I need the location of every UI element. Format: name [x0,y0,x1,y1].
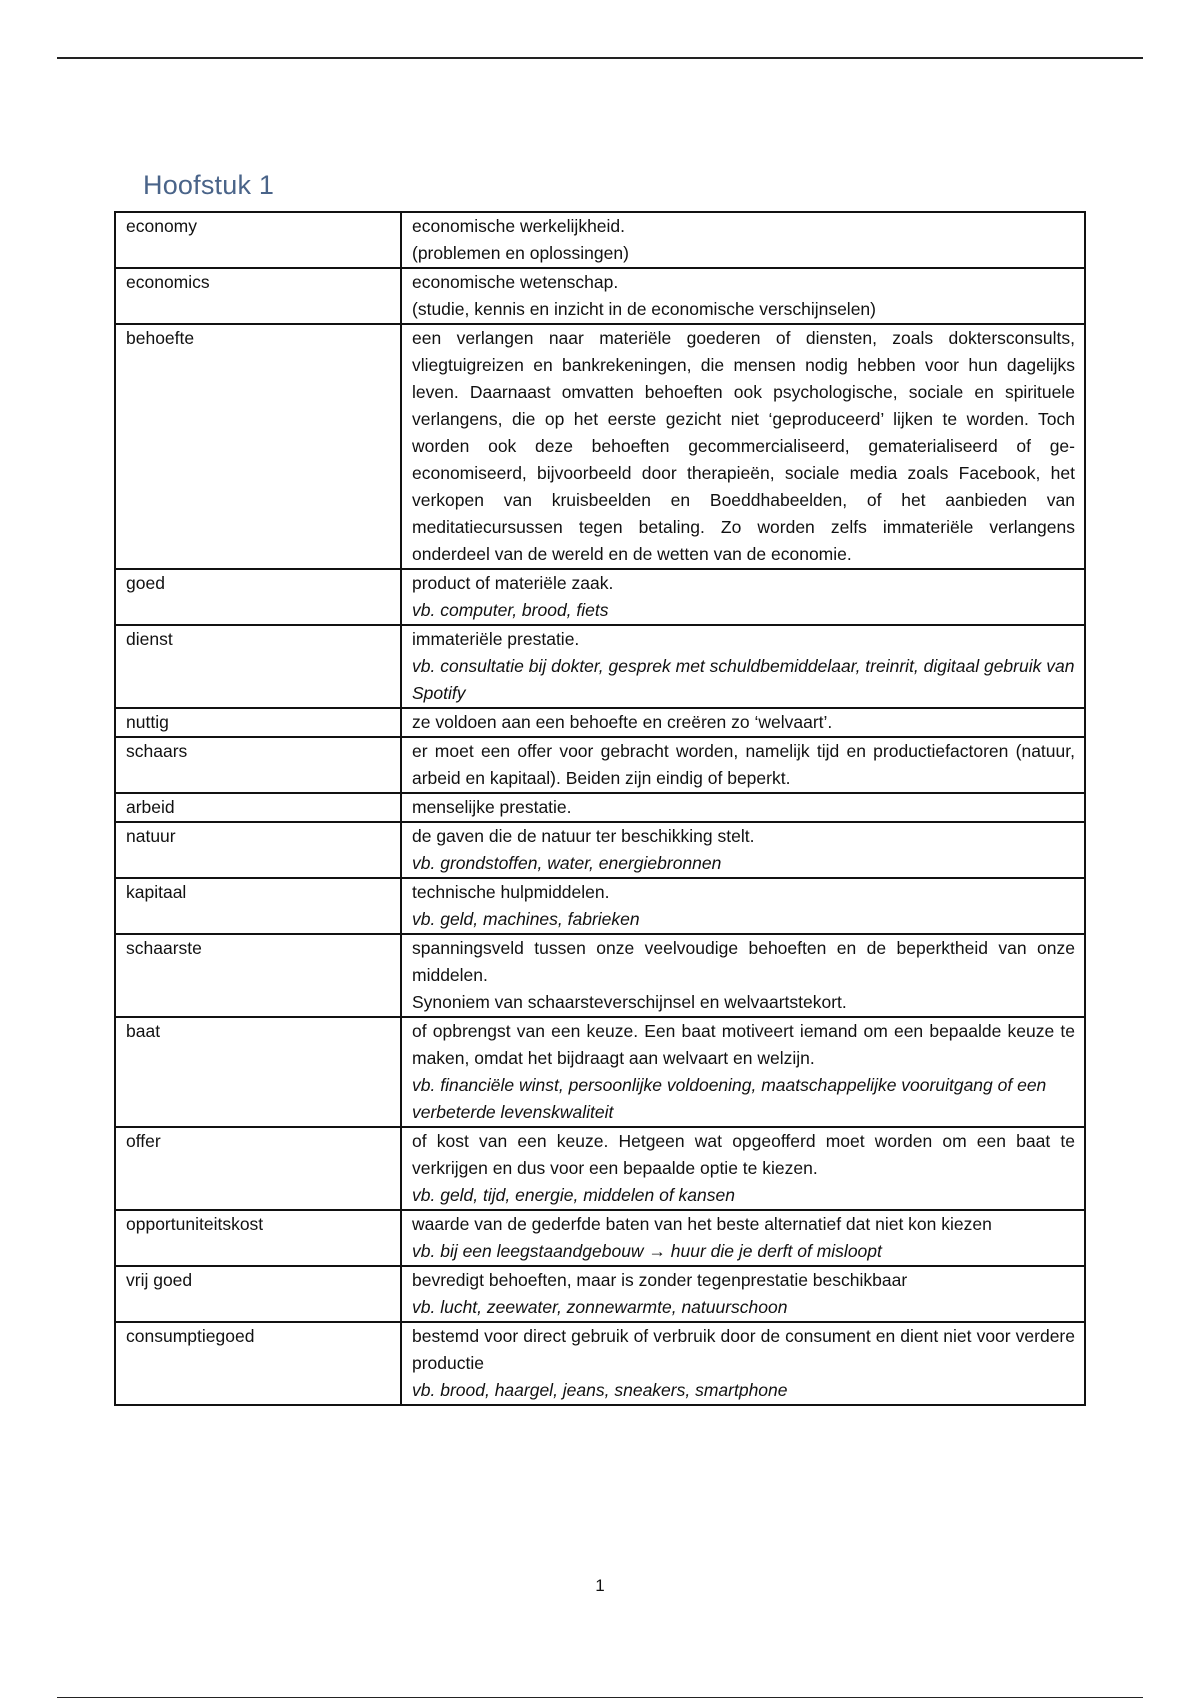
table-row [115,737,1085,793]
table-row [115,1210,1085,1266]
definition-text: menselijke prestatie. [412,797,572,817]
definition-cell [401,708,1085,737]
example-text: vb. consultatie bij dokter, gesprek met schuldbemiddelaar, treinrit, digitaal gebruik van Spotify [412,656,1075,703]
term-cell: offer [115,1127,401,1210]
term-cell: behoefte [115,324,401,569]
definition-cell [401,324,1085,569]
definition-text: technische hulpmiddelen. [412,882,610,902]
definition-cell [401,737,1085,793]
header-rule [57,57,1143,59]
definition-cell [401,878,1085,934]
example-text: vb. financiële winst, persoonlijke voldoening, maatschappelijke vooruitgang of een verbeterde levenskwaliteit [412,1075,1047,1122]
table-row [115,625,1085,708]
definition-cell [401,569,1085,625]
table-row [115,822,1085,878]
definition-text: een verlangen naar materiële goederen of diensten, zoals doktersconsults, vliegtuigreizen en bankrekeningen, die mensen nodig hebben voor hun dagelijks leven. Daarnaast omvatten behoeften ook psychologische, sociale en spirituele verlangens, die op het eerste gezicht niet ‘geproduceerd’ lijken te worden. Toch worden ook deze behoeften gecommercialiseerd, gematerialiseerd of ge-economiseerd, bijvoorbeeld door therapieën, sociale media zoals Facebook, het verkopen van kruisbeelden en Boeddhabeelden, of het aanbieden van meditatiecursussen tegen betaling. Zo worden zelfs immateriële verlangens onderdeel van de wereld en de wetten van de economie. [412,328,1075,564]
definition-text: economische werkelijkheid. [412,216,626,236]
definition-cell [401,934,1085,1017]
example-text: vb. grondstoffen, water, energiebronnen [412,853,722,873]
definition-cell [401,1210,1085,1266]
term-cell: economics [115,268,401,324]
example-text: vb. lucht, zeewater, zonnewarmte, natuurschoon [412,1297,788,1317]
table-row [115,1322,1085,1405]
example-text: vb. geld, machines, fabrieken [412,909,640,929]
table-row [115,268,1085,324]
example-text: vb. brood, haargel, jeans, sneakers, smartphone [412,1380,788,1400]
page-number: 1 [595,1576,605,1595]
table-row [115,1266,1085,1322]
definition-text: product of materiële zaak. [412,573,614,593]
table-row [115,708,1085,737]
definition-text: bevredigt behoeften, maar is zonder tegenprestatie beschikbaar [412,1270,908,1290]
term-cell: arbeid [115,793,401,822]
table-row [115,212,1085,268]
definition-cell [401,268,1085,324]
term-cell: consumptiegoed [115,1322,401,1405]
term-cell: natuur [115,822,401,878]
definition-text: of kost van een keuze. Hetgeen wat opgeofferd moet worden om een baat te verkrijgen en dus voor een bepaalde optie te kiezen. [412,1131,1075,1178]
term-cell: economy [115,212,401,268]
table-row [115,878,1085,934]
definition-text: waarde van de gederfde baten van het beste alternatief dat niet kon kiezen [412,1214,992,1234]
term-cell: kapitaal [115,878,401,934]
chapter-heading: Hoofstuk 1 [143,170,275,200]
table-row [115,934,1085,1017]
definition-cell [401,1266,1085,1322]
definition-text: immateriële prestatie. [412,629,580,649]
footer-rule [57,1697,1143,1698]
definition-text: de gaven die de natuur ter beschikking stelt. [412,826,755,846]
definition-text: Synoniem van schaarsteverschijnsel en welvaartstekort. [412,992,847,1012]
table-row [115,569,1085,625]
term-cell: schaarste [115,934,401,1017]
example-text: vb. geld, tijd, energie, middelen of kansen [412,1185,735,1205]
table-row [115,1017,1085,1127]
definition-text: ze voldoen aan een behoefte en creëren zo ‘welvaart’. [412,712,833,732]
definition-cell [401,822,1085,878]
definition-cell [401,793,1085,822]
table-row [115,793,1085,822]
term-cell: schaars [115,737,401,793]
term-cell: goed [115,569,401,625]
example-text: vb. bij een leegstaandgebouw → huur die je derft of misloopt [412,1241,882,1261]
definition-text: spanningsveld tussen onze veelvoudige behoeften en de beperktheid van onze middelen. [412,938,1075,985]
definition-cell [401,1017,1085,1127]
definition-text: bestemd voor direct gebruik of verbruik door de consument en dient niet voor verdere productie [412,1326,1075,1373]
term-cell: nuttig [115,708,401,737]
definition-cell [401,1322,1085,1405]
term-cell: dienst [115,625,401,708]
definition-cell [401,1127,1085,1210]
term-cell: vrij goed [115,1266,401,1322]
term-cell: opportuniteitskost [115,1210,401,1266]
table-row [115,324,1085,569]
term-cell: baat [115,1017,401,1127]
definition-text: economische wetenschap. [412,272,619,292]
table-row [115,1127,1085,1210]
definition-cell [401,212,1085,268]
example-text: vb. computer, brood, fiets [412,600,609,620]
definition-text: (problemen en oplossingen) [412,243,629,263]
glossary-table [114,211,1086,1406]
definition-text: of opbrengst van een keuze. Een baat motiveert iemand om een bepaalde keuze te maken, omdat het bijdraagt aan welvaart en welzijn. [412,1021,1075,1068]
definition-text: er moet een offer voor gebracht worden, namelijk tijd en productiefactoren (natuur, arbeid en kapitaal). Beiden zijn eindig of beperkt. [412,741,1075,788]
definition-cell [401,625,1085,708]
definition-text: (studie, kennis en inzicht in de economische verschijnselen) [412,299,876,319]
